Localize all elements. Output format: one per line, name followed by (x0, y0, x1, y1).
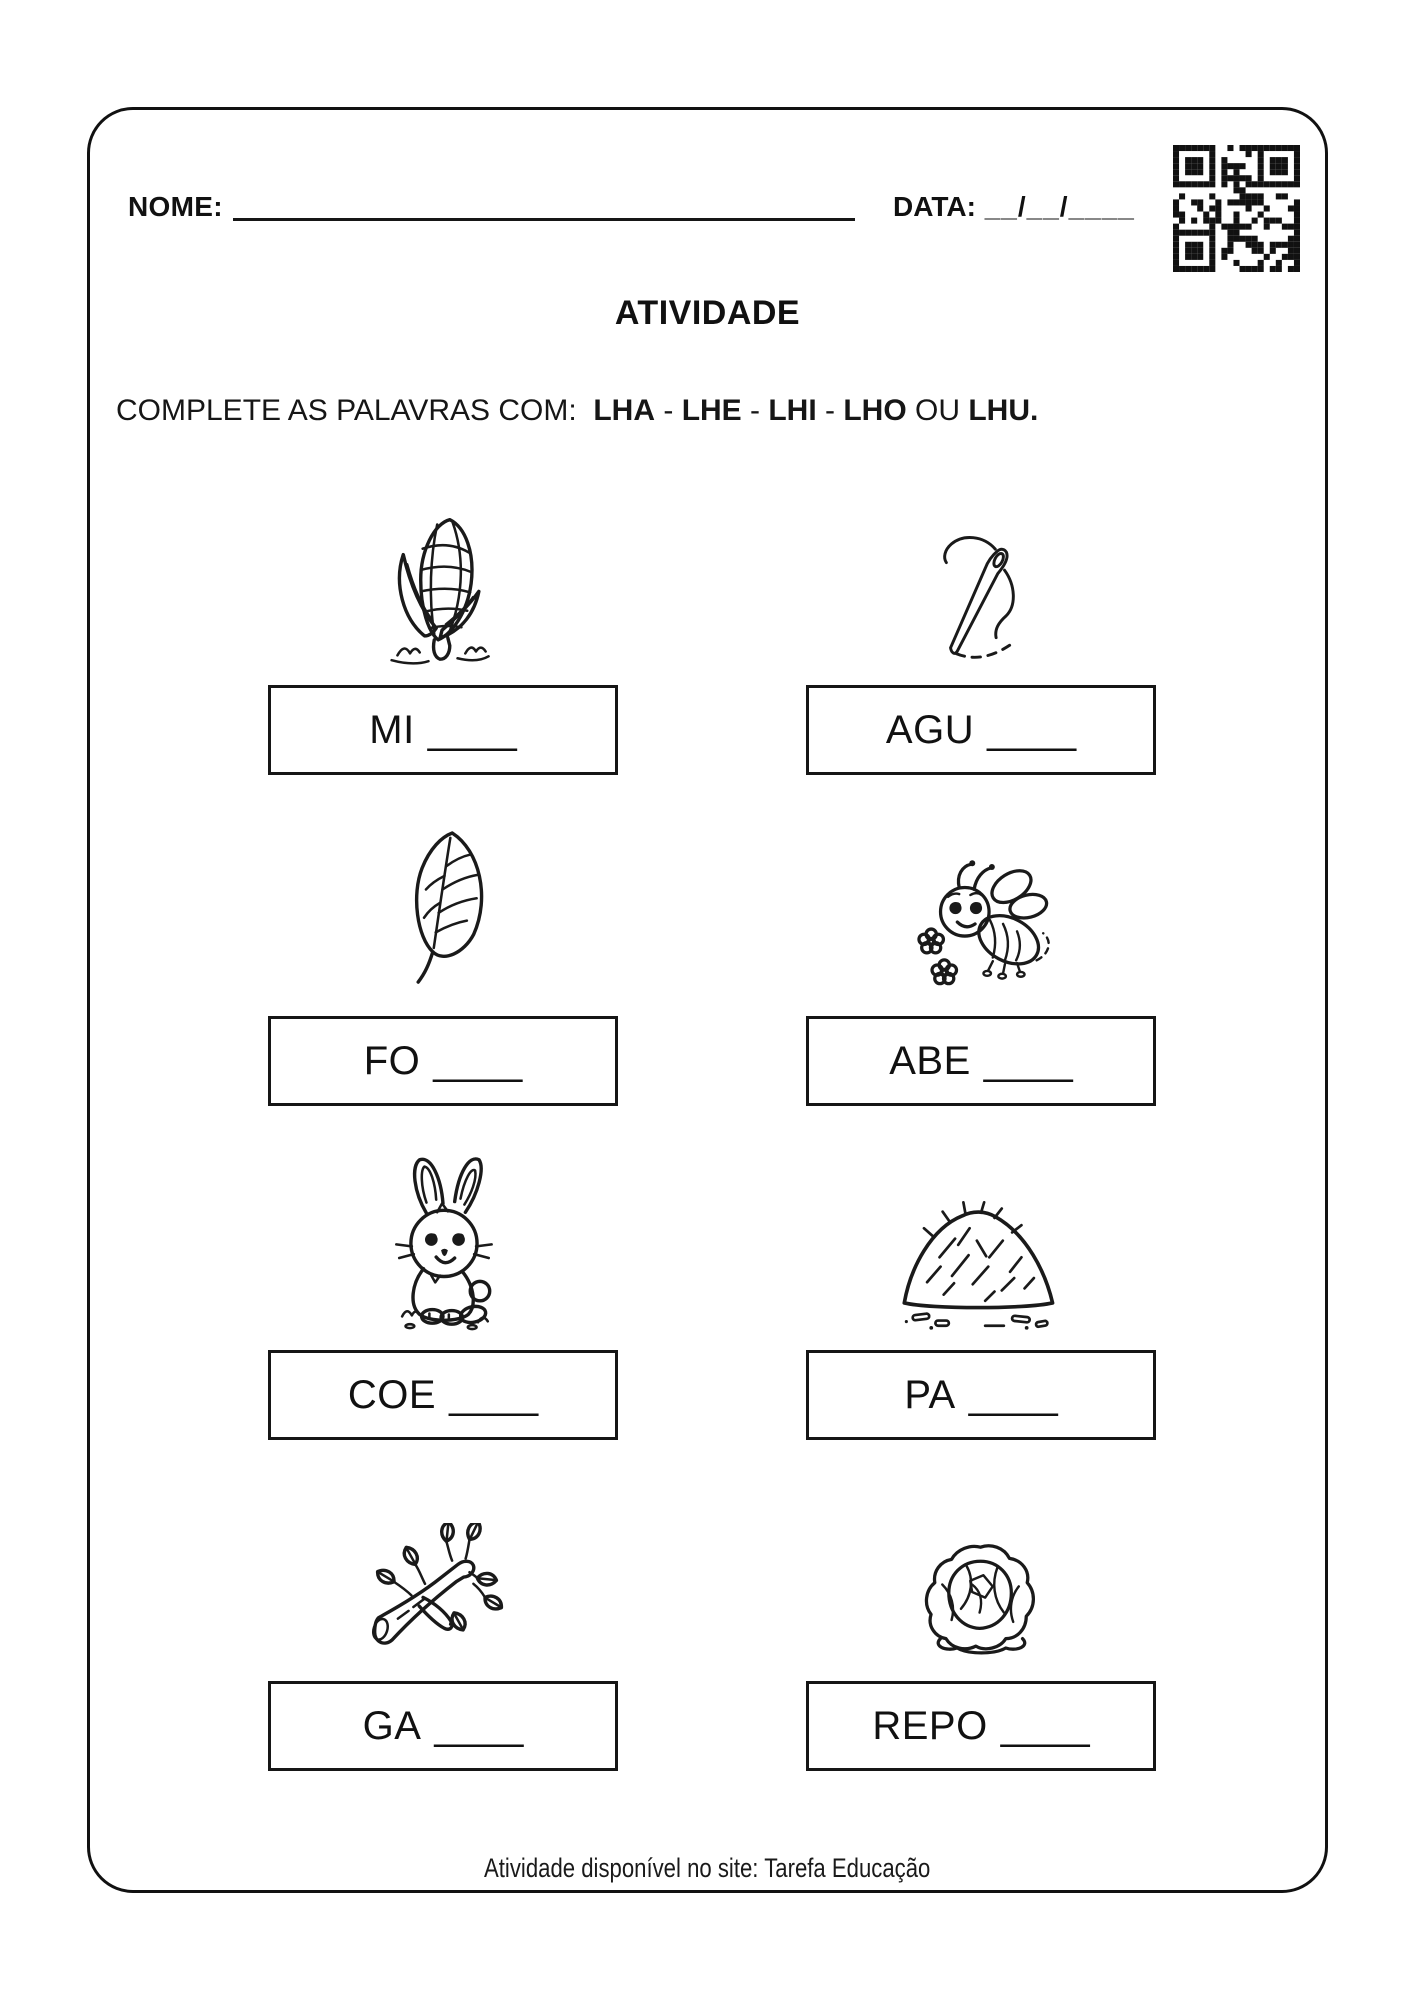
rabbit-image (373, 1151, 513, 1331)
date-field (893, 190, 1135, 224)
instruction-keyword: LHO (843, 394, 907, 427)
hay-pile-image (888, 1193, 1073, 1333)
instruction-text: - (741, 394, 769, 427)
needle-image (918, 528, 1043, 663)
answer-blank: ____ (427, 707, 517, 752)
instruction-keyword: LHU. (968, 394, 1039, 427)
answer-blank: ____ (433, 1038, 523, 1083)
name-blank-line (233, 218, 855, 221)
word-fragment: GA (362, 1703, 422, 1748)
word-fragment: FO (363, 1038, 421, 1083)
answer-blank: ____ (987, 707, 1077, 752)
page-title: ATIVIDADE (614, 294, 801, 332)
answer-blank: ____ (983, 1038, 1073, 1083)
instruction-keyword: LHI (768, 394, 817, 427)
date-label: DATA: (893, 191, 976, 222)
answer-blank: ____ (434, 1703, 524, 1748)
answer-box-milho (268, 685, 618, 775)
word-fragment: MI (369, 707, 415, 752)
instruction-keyword: LHA (593, 394, 656, 427)
footer-text: Atividade disponível no site: Tarefa Educação (484, 1853, 931, 1883)
answer-box-repolho (806, 1681, 1156, 1771)
instruction-text: - (816, 394, 844, 427)
answer-blank: ____ (968, 1372, 1058, 1417)
word-fragment: COE (347, 1372, 437, 1417)
branch-image (365, 1523, 515, 1663)
leaf-image (388, 823, 500, 993)
name-label: NOME: (128, 191, 223, 222)
word-fragment: AGU (885, 707, 975, 752)
bee-image (903, 853, 1063, 993)
answer-box-agulha (806, 685, 1156, 775)
cabbage-image (918, 1536, 1044, 1662)
instruction-text: - (655, 394, 682, 427)
instruction-text: OU (906, 394, 969, 427)
word-fragment: REPO (872, 1703, 988, 1748)
answer-box-folha (268, 1016, 618, 1106)
date-blank-line: __/__/____ (975, 191, 1135, 222)
footer-note (90, 1853, 1325, 1884)
instruction-text: COMPLETE AS PALAVRAS COM: (116, 394, 594, 427)
answer-box-galho (268, 1681, 618, 1771)
word-fragment: ABE (889, 1038, 971, 1083)
worksheet-card (87, 107, 1328, 1893)
corn-image (380, 508, 506, 668)
instruction-keyword: LHE (681, 394, 742, 427)
answer-blank: ____ (449, 1372, 539, 1417)
qr-code-icon (1173, 145, 1300, 272)
instruction-line (116, 391, 1038, 431)
answer-box-abelha (806, 1016, 1156, 1106)
answer-box-coelho (268, 1350, 618, 1440)
word-fragment: PA (904, 1372, 956, 1417)
answer-blank: ____ (1000, 1703, 1090, 1748)
answer-box-palha (806, 1350, 1156, 1440)
